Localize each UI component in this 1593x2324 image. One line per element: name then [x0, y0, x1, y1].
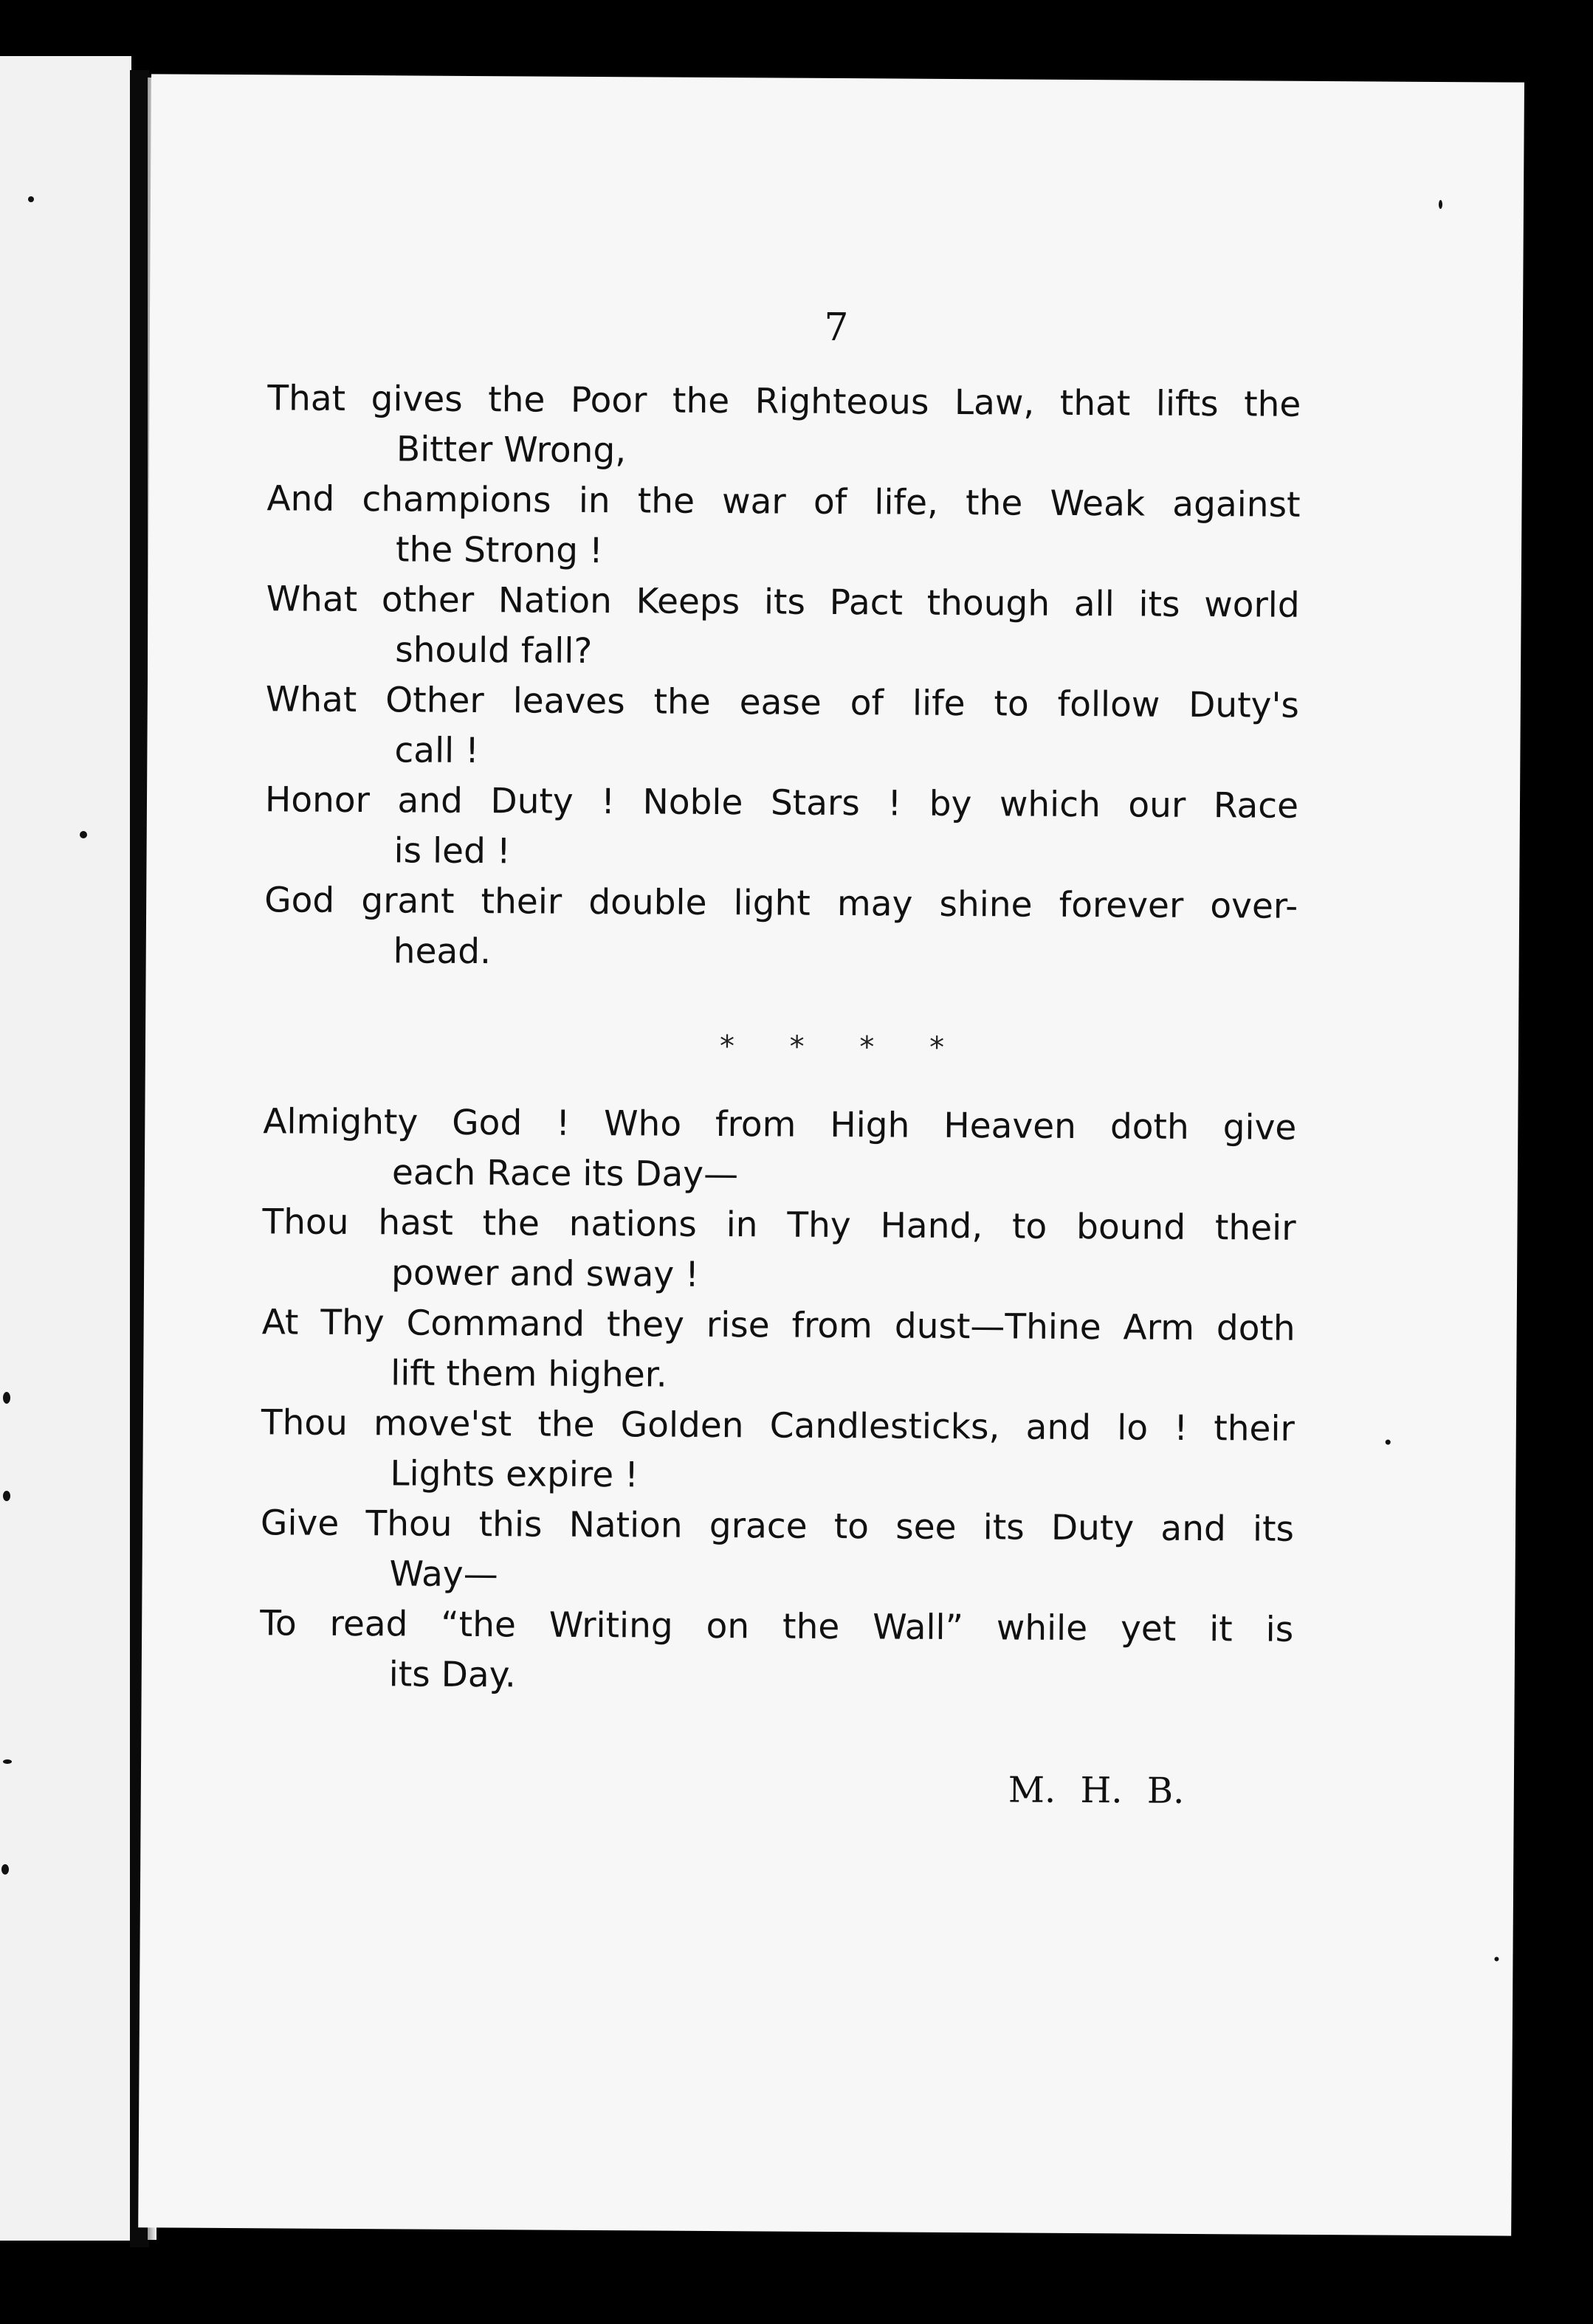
verse: [265, 675, 1299, 782]
verse-line-continuation: each Race its Day—: [391, 1152, 739, 1196]
verse-line: What Other leaves the ease of life to follow Duty's: [265, 679, 1299, 726]
verse-line: To read “the Writing on the Wall” while yet it is: [260, 1603, 1294, 1650]
verse: [264, 775, 1298, 882]
verse-line: Thou move'st the Golden Candlesticks, and lo ! their: [261, 1402, 1295, 1449]
ink-speck: [1439, 200, 1442, 209]
verse: [266, 574, 1300, 681]
verse-line: Give Thou this Nation grace to see its Duty and its: [260, 1503, 1295, 1550]
verse-line-continuation: is led !: [393, 830, 511, 872]
verse-line-continuation: head.: [393, 931, 492, 973]
author-initials: M. H. B.: [1008, 1769, 1185, 1812]
verse-line-continuation: lift them higher.: [390, 1353, 667, 1396]
verse: [266, 474, 1301, 581]
ink-speck: [28, 196, 34, 202]
section-separator: * * * *: [719, 1030, 945, 1065]
verse-line: Honor and Duty ! Noble Stars ! by which our Race: [264, 779, 1299, 827]
ink-speck: [1494, 1956, 1499, 1961]
verse: [262, 1197, 1296, 1304]
verse: [260, 1498, 1294, 1605]
verse: [267, 373, 1301, 480]
verse-line-continuation: call !: [394, 730, 480, 772]
verse-line-continuation: power and sway !: [390, 1252, 700, 1295]
verse: [261, 1297, 1296, 1404]
ink-speck: [80, 831, 87, 838]
verse-line: Almighty God ! Who from High Heaven doth give: [263, 1101, 1297, 1148]
ink-speck: [1, 1864, 9, 1875]
ink-speck: [3, 1392, 10, 1404]
ink-speck: [1386, 1440, 1391, 1445]
ink-speck: [3, 1759, 12, 1764]
facing-page-edge: [0, 56, 131, 2241]
verse-line-continuation: Way—: [389, 1554, 498, 1596]
verse-line: God grant their double light may shine forever over-: [264, 880, 1298, 927]
verse: [261, 1398, 1295, 1505]
page-number: 7: [824, 305, 849, 351]
page: [138, 74, 1524, 2235]
verse-line: Thou hast the nations in Thy Hand, to bound their: [262, 1201, 1296, 1249]
verse-line-continuation: its Day.: [388, 1654, 516, 1696]
verse-line-continuation: Bitter Wrong,: [396, 429, 627, 472]
verse-line-continuation: the Strong !: [395, 529, 604, 572]
verse: [260, 1599, 1294, 1706]
verse-line: What other Nation Keeps its Pact though all its world: [266, 579, 1300, 626]
verse-line: At Thy Command they rise from dust—Thine Arm doth: [261, 1302, 1296, 1349]
verse: [263, 1097, 1297, 1204]
stanza-2: [260, 1097, 1297, 1706]
verse-line: And champions in the war of life, the Weak against: [266, 478, 1301, 525]
verse-line-continuation: Lights expire !: [390, 1453, 639, 1496]
verse-line-continuation: should fall?: [395, 630, 593, 672]
verse-line: That gives the Poor the Righteous Law, that lifts the: [267, 378, 1301, 425]
verse: [264, 875, 1298, 982]
ink-speck: [3, 1491, 10, 1501]
stanza-1: [264, 373, 1301, 982]
